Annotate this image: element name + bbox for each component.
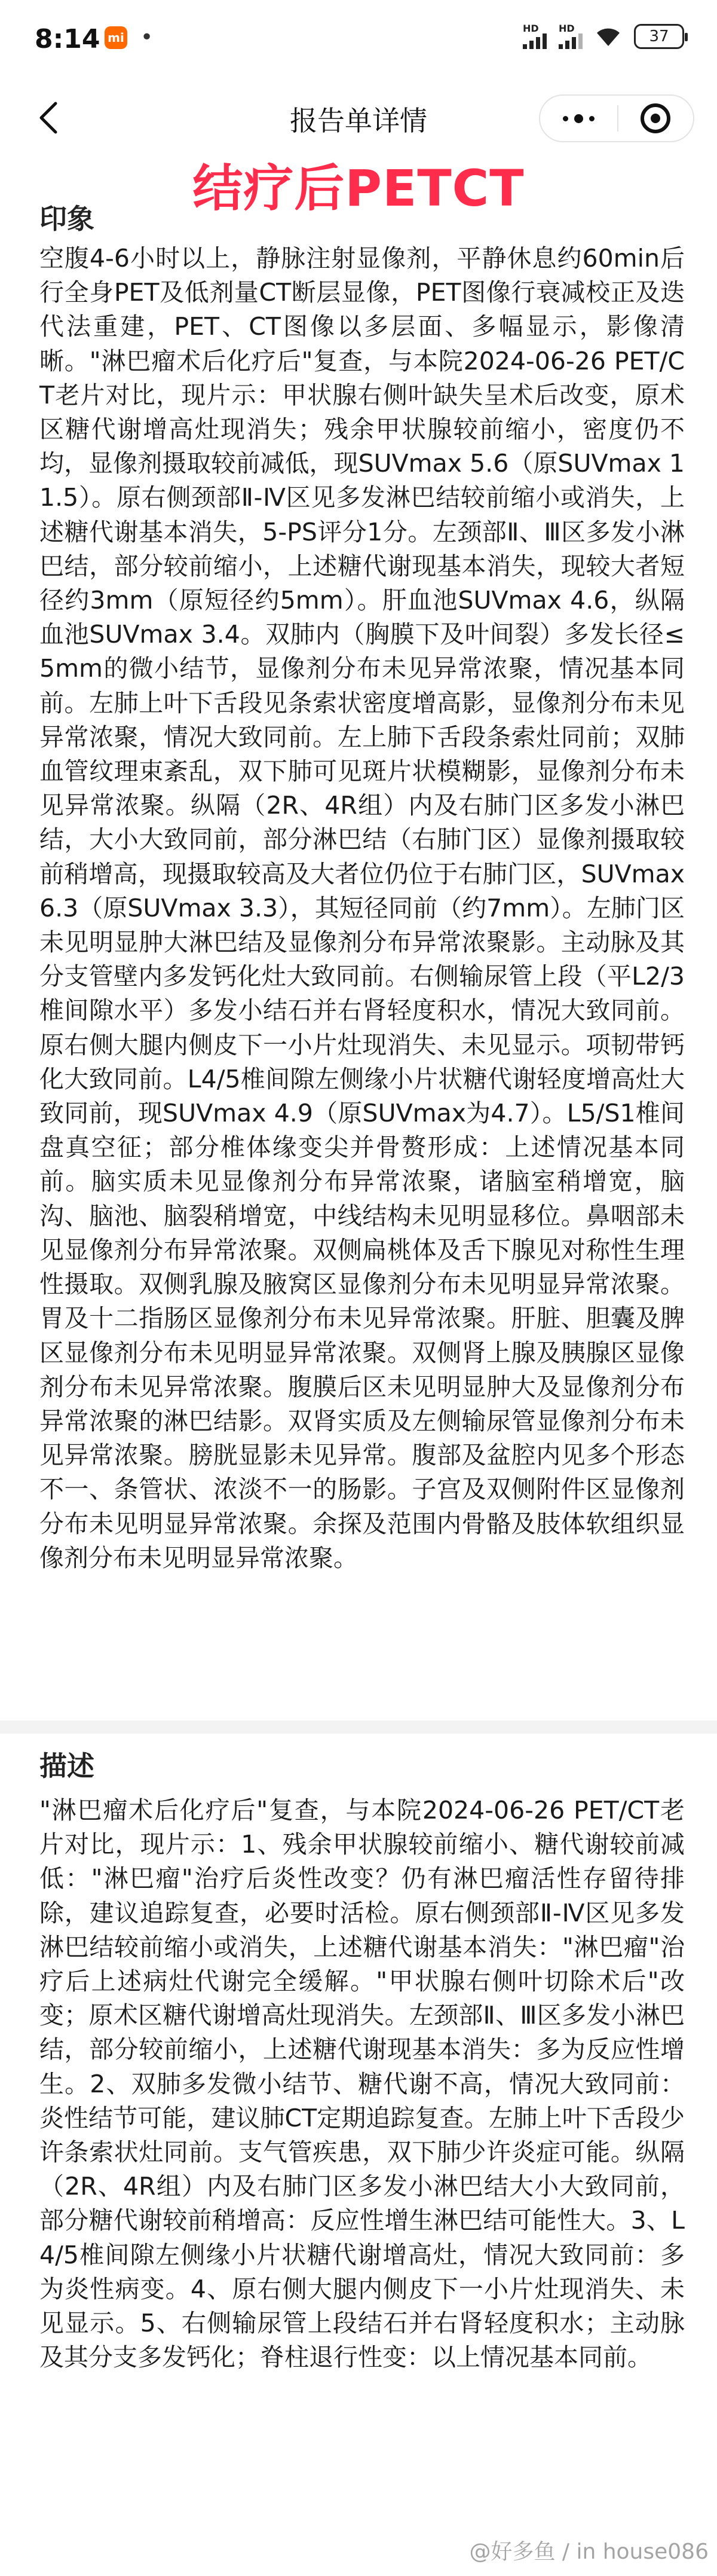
dot-icon (574, 114, 583, 123)
status-time: 8:14 (35, 24, 100, 54)
notification-dot-icon: • (140, 25, 154, 50)
status-indicators (523, 24, 684, 49)
status-bar (0, 0, 717, 84)
section-divider (0, 1721, 717, 1734)
battery-icon (634, 24, 684, 49)
more-button[interactable] (540, 96, 617, 141)
description-text: "淋巴瘤术后化疗后"复查，与本院2024-06-26 PET/CT老片对比，现片示：1、残余甲状腺较前缩小、糖代谢较前减低："淋巴瘤"治疗后炎性改变？仍有淋巴瘤活性存留待排除，建议追踪复查，必要时活检。原右侧颈部Ⅱ-Ⅳ区见多发淋巴结较前缩小或消失，上述糖代谢基本消失："淋巴瘤"治疗后上述病灶代谢完全缓解。"甲状腺右侧叶切除术后"改变；原术区糖代谢增高灶现消失。左颈部Ⅱ、Ⅲ区多发小淋巴结，部分较前缩小，上述糖代谢现基本消失：多为反应性增生。2、双肺多发微小结节、糖代谢不高，情况大致同前：炎性结节可能，建议肺CT定期追踪复查。左肺上叶下舌段少许条索状灶同前。支气管疾患，双下肺少许炎症可能。纵隔（2R、4R组）内及右肺门区多发小淋巴结大小大致同前，部分糖代谢较前稍增高：反应性增生淋巴结可能性大。3、L4/5椎间隙左侧缘小片状糖代谢增高灶，情况大致同前：多为炎性病变。4、原右侧大腿内侧皮下一小片灶现消失、未见显示。5、右侧输尿管上段结石并右肾轻度积水；主动脉及其分支多发钙化；脊柱退行性变：以上情况基本同前。 (39, 1796, 685, 2372)
mini-program-capsule (539, 94, 694, 142)
close-miniprogram-button[interactable] (618, 96, 693, 141)
page-title: 报告单详情 (290, 105, 427, 137)
wifi-icon (595, 26, 622, 47)
impression-heading: 印象 (39, 203, 94, 235)
watermark: @好多鱼 / in house086 (469, 2540, 709, 2564)
hd-signal-icon (523, 24, 547, 49)
mi-app-icon: mi (105, 26, 127, 49)
hd-label: HD (523, 23, 539, 34)
target-circle-icon (641, 103, 670, 133)
battery-level: 37 (649, 27, 669, 45)
dot-icon (589, 116, 595, 121)
impression-text: 空腹4-6小时以上，静脉注射显像剂，平静休息约60min后行全身PET及低剂量CT断层显像，PET图像行衰减校正及迭代法重建，PET、CT图像以多层面、多幅显示，影像清晰。"淋巴瘤术后化疗后"复查，与本院2024-06-26 PET/CT老片对比，现片示：甲状腺右侧叶缺失呈术后改变，原术区糖代谢增高灶现消失；残余甲状腺较前缩小，密度仍不均，显像剂摄取较前减低，现SUVmax 5.6（原SUVmax 11.5）。原右侧颈部Ⅱ-Ⅳ区见多发淋巴结较前缩小或消失，上述糖代谢基本消失，5-PS评分1分。左颈部Ⅱ、Ⅲ区多发小淋巴结，部分较前缩小，上述糖代谢现基本消失，现较大者短径约3mm（原短径约5mm）。肝血池SUVmax 4.6，纵隔血池SUVmax 3.4。双肺内（胸膜下及叶间裂）多发长径≤5mm的微小结节，显像剂分布未见异常浓聚，情况基本同前。左肺上叶下舌段见条索状密度增高影，显像剂分布未见异常浓聚，情况大致同前。左上肺下舌段条索灶同前；双肺血管纹理束紊乱，双下肺可见斑片状模糊影，显像剂分布未见异常浓聚。纵隔（2R、4R组）内及右肺门区多发小淋巴结，大小大致同前，部分淋巴结（右肺门区）显像剂摄取较前稍增高，现摄取较高及大者位仍位于右肺门区，SUVmax 6.3（原SUVmax 3.3），其短径同前（约7mm）。左肺门区未见明显肿大淋巴结及显像剂分布异常浓聚影。主动脉及其分支管壁内多发钙化灶大致同前。右侧输尿管上段（平L2/3椎间隙水平）多发小结石并右肾轻度积水，情况大致同前。原右侧大腿内侧皮下一小片灶现消失、未见显示。项韧带钙化大致同前。L4/5椎间隙左侧缘小片状糖代谢轻度增高灶大致同前，现SUVmax 4.9（原SUVmax为4.7）。L5/S1椎间盘真空征；部分椎体缘变尖并骨赘形成：上述情况基本同前。脑实质未见显像剂分布异常浓聚，诸脑室稍增宽，脑沟、脑池、脑裂稍增宽，中线结构未见明显移位。鼻咽部未见显像剂分布异常浓聚。双侧扁桃体及舌下腺见对称性生理性摄取。双侧乳腺及腋窝区显像剂分布未见明显异常浓聚。胃及十二指肠区显像剂分布未见异常浓聚。肝脏、胆囊及脾区显像剂分布未见明显异常浓聚。双侧肾上腺及胰腺区显像剂分布未见异常浓聚。腹膜后区未见明显肿大及显像剂分布异常浓聚的淋巴结影。双肾实质及左侧输尿管显像剂分布未见异常浓聚。膀胱显影未见异常。腹部及盆腔内见多个形态不一、条管状、浓淡不一的肠影。子宫及双侧附件区显像剂分布未见明显异常浓聚。余探及范围内骨骼及肢体软组织显像剂分布未见明显异常浓聚。 (39, 244, 685, 1572)
dot-icon (563, 116, 568, 121)
status-app-icons (105, 26, 153, 49)
nav-bar (0, 84, 717, 151)
hd-signal-icon-2 (559, 24, 583, 49)
description-heading: 描述 (39, 1750, 94, 1782)
hd-label-2: HD (559, 23, 575, 34)
overlay-caption: 结疗后PETCT (192, 159, 525, 218)
